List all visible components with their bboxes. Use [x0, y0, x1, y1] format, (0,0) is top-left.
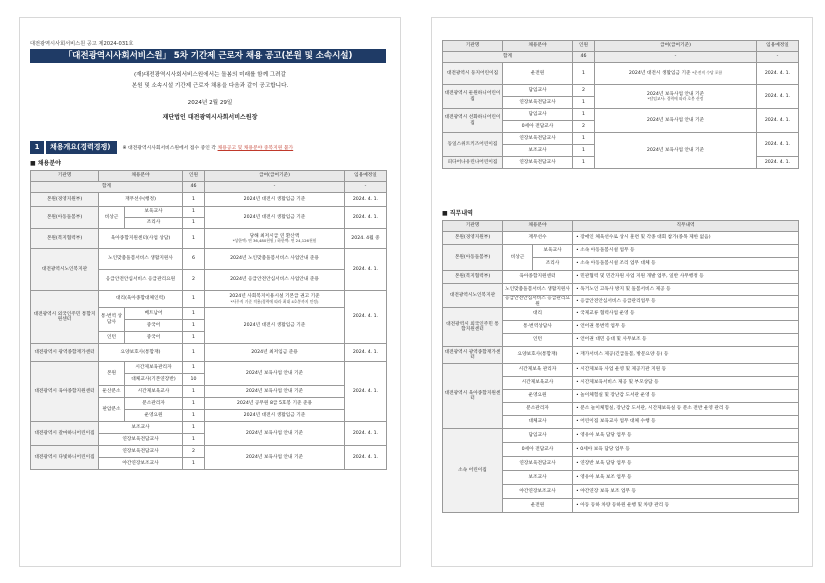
field-group-cell: 비상근: [99, 207, 125, 229]
table-row: [443, 271, 799, 284]
field-cell: 시간제보육관리자: [125, 362, 183, 374]
duty-cell: • 국제교류 협력사업 운영 등: [573, 308, 799, 321]
salary-cell: 2024년 보육사업 안내 기준: [595, 109, 757, 133]
org-cell: 대전광역시 외국인주민 통합지원센터: [31, 291, 99, 344]
duty-cell: • 시간제보육 사업 운영 및 제공기관 지원 등: [573, 364, 799, 377]
table-row: [31, 446, 387, 458]
org-cell: 소속 어린이집: [443, 429, 503, 513]
org-cell: 본원(경영지원부): [31, 193, 99, 207]
field-cell: 0세아 전담교사: [503, 443, 573, 457]
field-cell: 대체교사(기본연장반): [125, 374, 183, 386]
duty-col-field: 채용분야: [503, 221, 573, 232]
count-cell: 2: [573, 85, 595, 97]
salary-cell: 2024년 대전시 생활임금 기준: [205, 410, 345, 422]
field-group-cell: 인턴: [99, 332, 125, 344]
field-cell: 시간제보육교사: [125, 386, 183, 398]
count-cell: 1: [183, 218, 205, 229]
recruit-table-continued: [442, 40, 799, 169]
section-number: 1: [30, 141, 44, 154]
count-cell: 1: [183, 332, 205, 344]
org-cell: 대전광역시 외국인주민 통합지원센터: [443, 308, 503, 347]
salary-cell: 2024년 응급안전안심서비스 사업안내 준용: [205, 270, 345, 291]
field-cell: 보육교사: [533, 245, 573, 258]
salary-cell: 2024년 대전시 생활임금 기준: [205, 193, 345, 207]
salary-text: 2024년 보육사업 안내 기준: [646, 91, 705, 97]
table-row: [443, 232, 799, 245]
salary-cell: 2024년 대전시 생활임금 기준: [205, 308, 345, 344]
total-row: [443, 52, 799, 63]
field-cell: 보조교사: [99, 422, 183, 434]
duty-cell: • 아동 등하 차량 등하원 운행 및 차량 관리 등: [573, 499, 799, 513]
date-cell: 2024. 4. 1.: [757, 133, 799, 157]
field-cell: 조리사: [125, 218, 183, 229]
field-cell: 연장보육전담교사: [503, 133, 573, 145]
count-cell: 1: [573, 109, 595, 121]
count-cell: 1: [573, 63, 595, 85]
field-cell: 야간연장보조교사: [99, 458, 183, 470]
count-cell: 1: [183, 344, 205, 362]
salary-cell: 2024년 보육사업 안내 기준: [205, 386, 345, 398]
signature: 재단법인 대전광역시사회서비스원장: [162, 114, 258, 121]
table-row: [443, 347, 799, 364]
count-cell: 1: [573, 133, 595, 145]
total-label: 합계: [443, 52, 573, 63]
count-cell: 1: [183, 229, 205, 249]
count-cell: 2: [183, 270, 205, 291]
duty-cell: • 언어권 대민 응대 및 사무보조 등: [573, 334, 799, 347]
salary-cell: [595, 85, 757, 109]
org-cell: 본원(경영지원부): [443, 232, 503, 245]
intro-line-1: (재)대전광역시사회서비스원에서는 돌봄의 미래를 함께 그려갈: [134, 72, 286, 78]
section-note-highlight: 채용공고 및 채용분야 중복지원 불가: [217, 146, 294, 151]
salary-cell: 2024년 보육사업 안내 기준: [205, 362, 345, 386]
col-salary: 급여(급여기준): [205, 171, 345, 182]
notice-title: 「대전광역시사회서비스원」 5차 기간제 근로자 채용 공고(본원 및 소속시설): [30, 49, 386, 63]
field-cell: 응급안전안심서비스 응급관리요원: [503, 296, 573, 308]
table-row: [31, 229, 387, 249]
count-cell: 2: [573, 121, 595, 133]
org-cell: 본원(아동돌봄부): [443, 245, 503, 271]
duty-table: [442, 220, 799, 513]
section-header: [30, 141, 293, 154]
duty-cell: • 연장반 보육 담당 업무 등: [573, 457, 799, 471]
org-cell: 대전광역시 광역종합재가센터: [31, 344, 99, 362]
org-cell: 대전광역시노인복지관: [443, 284, 503, 308]
date-cell: 2024. 4. 1.: [345, 193, 387, 207]
date-cell: 2024. 4. 1.: [757, 109, 799, 133]
org-cell: 본원(복지협력부): [31, 229, 99, 249]
salary-cell: 2024년 보육사업 안내 기준: [205, 422, 345, 446]
table-row: [443, 109, 799, 121]
org-cell: 대전광역시 갈마하니어린이집: [31, 422, 99, 446]
field-cell: 대체교사: [503, 416, 573, 429]
salary-text: 2024년 대전시 생활임금 기준: [628, 70, 691, 76]
field-cell: 보육교사: [125, 207, 183, 218]
table-row: [443, 364, 799, 377]
field-cell: 베트남어: [125, 308, 183, 320]
table-row: [31, 207, 387, 218]
field-cell: 운영요원: [503, 390, 573, 403]
date-cell: 2024. 4. 1.: [345, 362, 387, 422]
table-row: [443, 133, 799, 145]
table-row: [31, 291, 387, 308]
date-cell: 2024. 4. 1.: [345, 446, 387, 470]
count-cell: 1: [183, 410, 205, 422]
duty-cell: • 언어권 통번역 업무 등: [573, 321, 799, 334]
field-cell: 연장보육전담교사: [99, 446, 183, 458]
salary-note: *운전직 수당 포함: [692, 69, 723, 75]
date-cell: 2024. 4. 1.: [345, 207, 387, 229]
table-row: [443, 308, 799, 321]
date-cell: 2024. 4. 1.: [345, 422, 387, 446]
total-date: -: [757, 52, 799, 63]
field-cell: 야간연장보조교사: [503, 485, 573, 499]
col-date: 임용예정일: [757, 41, 799, 52]
duty-cell: • 놀이체험실 및 장난감 도서관 운영 등: [573, 390, 799, 403]
field-cell: 담임교사: [503, 429, 573, 443]
col-org: 기관명: [31, 171, 99, 182]
duty-heading: ■ 직무내역: [442, 210, 473, 217]
total-count: 46: [183, 182, 205, 193]
org-cell: 대전광역시 둥지어린이집: [443, 63, 503, 85]
recruit-fields-heading: ■ 채용분야: [30, 160, 61, 167]
org-cell: 동일스위트키즈어린이집: [443, 133, 503, 157]
table-row: [443, 245, 799, 258]
field-cell: 인턴: [503, 334, 573, 347]
date-cell: 2024. 4. 1.: [345, 291, 387, 344]
document-page-2: [432, 18, 812, 566]
table-row: [31, 193, 387, 207]
salary-cell: 2024년 공무원 8급 5호봉 기준 준용: [205, 398, 345, 410]
salary-note: *담임교사: 경력에 따라 호봉 산정: [647, 96, 704, 102]
col-count: 인원: [183, 171, 205, 182]
field-group-cell: 판암분소: [99, 398, 125, 422]
total-row: [31, 182, 387, 193]
field-cell: 연장보육전담교사: [99, 434, 183, 446]
table-row: [31, 344, 387, 362]
duty-cell: • 응급안전안심서비스 응급관리업무 등: [573, 296, 799, 308]
field-cell: 분소관리자: [125, 398, 183, 410]
salary-text: 2024년 사회복지이용시설 기본급 권고 기준: [229, 294, 320, 300]
recruit-table: [30, 170, 387, 470]
field-group-cell: 비상근: [503, 245, 533, 271]
field-cell: 연장보육전담교사: [503, 457, 573, 471]
salary-cell: 2024년 보육사업 안내 기준: [595, 133, 757, 169]
section-note-text: ※ 대전광역시사회서비스원에서 접수 중인 각: [122, 146, 218, 151]
table-row: [31, 362, 387, 374]
col-field: 채용분야: [503, 41, 573, 52]
org-cell: 대전광역시 광역종합재가센터: [443, 347, 503, 364]
salary-cell: [205, 291, 345, 308]
duty-cell: • 소속 아동돌봄시설 조리 업무 대체 등: [573, 258, 799, 271]
duty-cell: • 장애인 체육선수로 상시 훈련 및 각종 대회 참가(종목 제한 없음): [573, 232, 799, 245]
col-count: 인원: [573, 41, 595, 52]
table-row: [443, 63, 799, 85]
total-salary: -: [595, 52, 757, 63]
count-cell: 1: [183, 386, 205, 398]
document-page-1: [20, 18, 400, 566]
field-cell: 노인맞춤돌봄서비스 생활지원사: [503, 284, 573, 296]
field-cell: 운전원: [503, 63, 573, 85]
duty-cell: • 영유아 보육 담당 업무 등: [573, 429, 799, 443]
col-date: 임용예정일: [345, 171, 387, 182]
duty-cell: • 민관협력 및 민간자원 사업 지원 개발 업무, 일반 사무행정 등: [573, 271, 799, 284]
section-note: [123, 144, 294, 151]
field-cell: 운영요원: [125, 410, 183, 422]
col-field: 채용분야: [99, 171, 183, 182]
field-cell: 대리(육아종합대체인력): [99, 291, 183, 308]
field-cell: 요양보호사(통합재): [99, 344, 183, 362]
count-cell: 1: [183, 308, 205, 320]
salary-note: *상한액: 연 36,480천원 / 하한액: 연 24,126천원: [232, 238, 317, 244]
field-cell: 요양보호사(통합재): [503, 347, 573, 364]
duty-cell: • 소속 아동돌봄시설 업무 등: [573, 245, 799, 258]
field-cell: 보조교사: [503, 471, 573, 485]
field-cell: 응급안전안심서비스 응급관리요원: [99, 270, 183, 291]
field-cell: 시간제보육 관리자: [503, 364, 573, 377]
table-row: [31, 422, 387, 434]
duty-cell: • 야간연장 보육 보조 업무 등: [573, 485, 799, 499]
duty-cell: • 0세아 보육 담당 업무 등: [573, 443, 799, 457]
count-cell: 2: [183, 446, 205, 458]
field-cell: 조리사: [533, 258, 573, 271]
date-cell: 2024. 4. 1.: [757, 157, 799, 169]
col-salary: 급여(급여기준): [595, 41, 757, 52]
field-cell: 보조교사: [503, 145, 573, 157]
total-date: -: [345, 182, 387, 193]
field-cell: 담임교사: [503, 109, 573, 121]
field-cell: 운전원: [503, 499, 573, 513]
field-cell: 대리: [503, 308, 573, 321]
notice-number: 대전광역시사회서비스원 공고 제2024-031호: [30, 41, 134, 47]
count-cell: 6: [183, 249, 205, 270]
org-cell: 본원(아동돌봄부): [31, 207, 99, 229]
date-cell: 2024. 4. 1.: [345, 344, 387, 362]
table-row: [443, 85, 799, 97]
field-cell: 재무선수: [503, 232, 573, 245]
org-cell: 대전광역시 육아종합지원센터: [443, 364, 503, 429]
duty-cell: • 영유아 보육 보조 업무 등: [573, 471, 799, 485]
date-cell: 2024. 4월 중: [345, 229, 387, 249]
count-cell: 1: [183, 362, 205, 374]
org-cell: 본원(복지협력부): [443, 271, 503, 284]
notice-date: 2024년 2월 29일: [187, 100, 233, 106]
count-cell: 1: [573, 157, 595, 169]
count-cell: 10: [183, 374, 205, 386]
salary-cell: [595, 63, 757, 85]
org-cell: 대전광역시 둔원하니어린이집: [443, 85, 503, 109]
date-cell: 2024. 4. 1.: [757, 85, 799, 109]
duty-cell: • 어린이집 보육교사 업무 대체 수행 등: [573, 416, 799, 429]
field-group-cell: 통·번역 상담사: [99, 308, 125, 332]
field-cell: 담임교사: [503, 85, 573, 97]
field-cell: 노인맞춤돌봄서비스 생활지원사: [99, 249, 183, 270]
count-cell: 1: [573, 145, 595, 157]
field-cell: 분소관리자: [503, 403, 573, 416]
date-cell: 2024. 4. 1.: [345, 249, 387, 291]
field-cell: 통·번역상담사: [503, 321, 573, 334]
intro-line-2: 본원 및 소속시설 기간제 근로자 채용을 다음과 같이 공고합니다.: [131, 83, 289, 89]
field-group-cell: 둔산분소: [99, 386, 125, 398]
duty-col-duty: 직무내역: [573, 221, 799, 232]
field-cell: 육아종합지원센터: [503, 271, 573, 284]
field-cell: 중국어: [125, 320, 183, 332]
count-cell: 1: [183, 207, 205, 218]
field-cell: 연장보육전담교사: [503, 97, 573, 109]
field-cell: 육아종합지원센터(사업 상담): [99, 229, 183, 249]
total-salary: -: [205, 182, 345, 193]
field-group-cell: 본원: [99, 362, 125, 386]
salary-cell: [205, 229, 345, 249]
field-cell: 시간제보육교사: [503, 377, 573, 390]
count-cell: 1: [183, 434, 205, 446]
duty-cell: • 시간제보육서비스 제공 및 부모상담 등: [573, 377, 799, 390]
org-cell: 대전광역시노인복지관: [31, 249, 99, 291]
count-cell: 1: [183, 291, 205, 308]
count-cell: 1: [183, 193, 205, 207]
field-cell: 재무선수(행정): [99, 193, 183, 207]
org-cell: 대전광역시 다빛하니어린이집: [31, 446, 99, 470]
field-cell: 연장보육전담교사: [503, 157, 573, 169]
duty-cell: • 독거노인 고독사 방지 및 돌봄서비스 제공 등: [573, 284, 799, 296]
count-cell: 1: [183, 422, 205, 434]
salary-cell: 2024년 보육사업 안내 기준: [205, 446, 345, 470]
salary-note: *사무직 기준 적용(경력에 따라 최대 4호봉까지 인정): [230, 298, 319, 304]
count-cell: 1: [573, 97, 595, 109]
org-cell: 대전광역시 선화하니어린이집: [443, 109, 503, 133]
count-cell: 1: [183, 398, 205, 410]
table-row: [443, 284, 799, 296]
salary-text: 당해 최저시급 연 환산액: [249, 233, 300, 239]
col-org: 기관명: [443, 41, 503, 52]
total-label: 합계: [31, 182, 183, 193]
total-count: 46: [573, 52, 595, 63]
section-title: 채용개요(경력경쟁): [46, 141, 117, 154]
count-cell: 1: [183, 458, 205, 470]
field-cell: 중국어: [125, 332, 183, 344]
duty-cell: • 분소 놀이체험실, 장난감 도서관, 시간제보육실 등 분소 전반 운영 관리 등: [573, 403, 799, 416]
table-row: [31, 249, 387, 270]
count-cell: 1: [183, 320, 205, 332]
duty-cell: • 재가서비스 제공(긴급돌봄, 방문요양 등) 등: [573, 347, 799, 364]
date-cell: 2024. 4. 1.: [757, 63, 799, 85]
org-cell: 피다어나유린나어린이집: [443, 157, 503, 169]
salary-cell: 2024년 최저임금 준용: [205, 344, 345, 362]
org-cell: 대전광역시 육아종합지원센터: [31, 362, 99, 422]
salary-cell: 2024년 노인맞춤돌봄서비스 사업안내 준용: [205, 249, 345, 270]
field-cell: 0세아 전담교사: [503, 121, 573, 133]
salary-cell: 2024년 대전시 생활임금 기준: [205, 207, 345, 229]
duty-col-org: 기관명: [443, 221, 503, 232]
table-row: [443, 429, 799, 443]
